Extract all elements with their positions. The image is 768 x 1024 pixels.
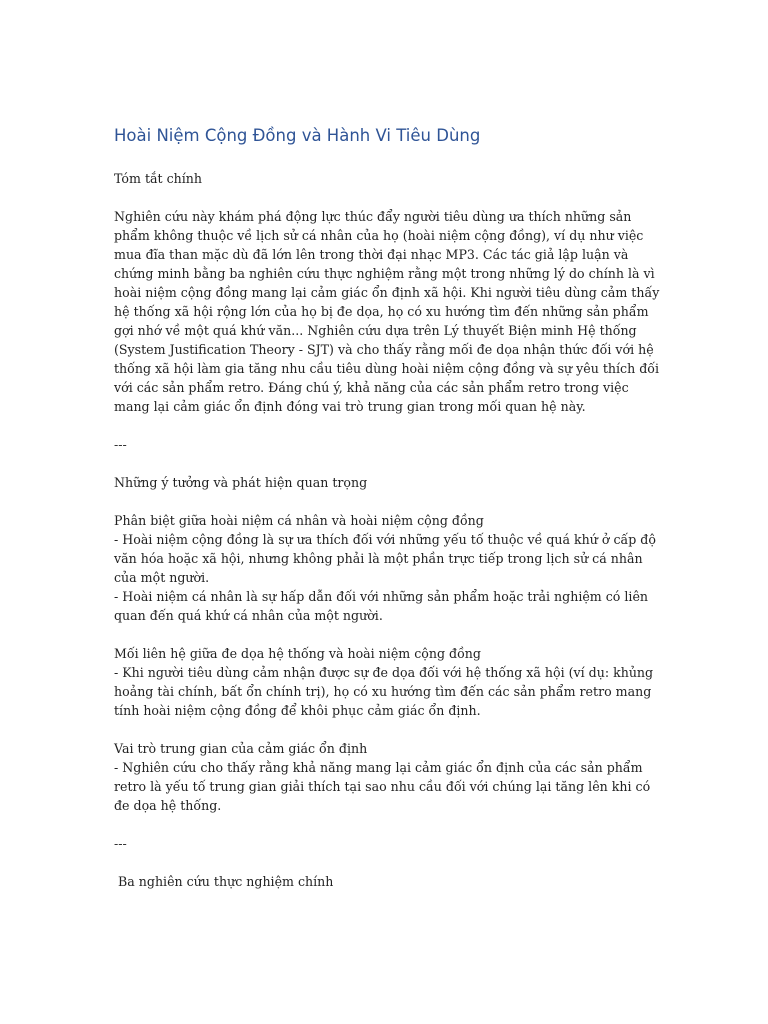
summary-text: Nghiên cứu này khám phá động lực thúc đẩy người tiêu dùng ưa thích những sản phẩm không thuộc về lịch sử cá nhân của họ (hoài niệm cộng đồng), ví dụ như việc mua đĩa than mặc dù đã lớn lên trong thời đại nhạc MP3. Các tác giả lập luận và chứng minh bằng ba nghiên cứu thực nghiệm rằng một trong những lý do chính là vì hoài niệm cộng đồng mang lại cảm giác ổn định xã hội. Khi người tiêu dùng cảm thấy hệ thống xã hội rộng lớn của họ bị đe dọa, họ có xu hướng tìm đến những sản phẩm gợi nhớ về một quá khứ văn... Nghiên cứu dựa trên Lý thuyết Biện minh Hệ thống (System Justification Theory - SJT) và cho thấy rằng mối đe dọa nhận thức đối với hệ thống xã hội làm gia tăng nhu cầu tiêu dùng hoài niệm cộng đồng và sự yêu thích đối với các sản phẩm retro. Đáng chú ý, khả năng của các sản phẩm retro trong việc mang lại cảm giác ổn định đóng vai trò trung gian trong mối quan hệ này. [114,209,664,414]
section-2 [114,644,662,720]
section-3 [114,739,662,815]
section-1-line-1: - Hoài niệm cộng đồng là sự ưa thích đối với những yếu tố thuộc về quá khứ ở cấp độ văn hóa hoặc xã hội, nhưng không phải là một phần trực tiếp trong lịch sử cá nhân của một người. [114,532,656,585]
section-1-heading: Phân biệt giữa hoài niệm cá nhân và hoài niệm cộng đồng [114,513,484,528]
section-3-line-1: - Nghiên cứu cho thấy rằng khả năng mang lại cảm giác ổn định của các sản phẩm retro là yếu tố trung gian giải thích tại sao nhu cầu đối với chúng lại tăng lên khi có đe dọa hệ thống. [114,760,651,813]
section-1 [114,511,662,625]
studies-heading: Ba nghiên cứu thực nghiệm chính [114,874,334,889]
ideas-heading: Những ý tưởng và phát hiện quan trọng [114,475,368,490]
section-3-heading: Vai trò trung gian của cảm giác ổn định [114,741,368,756]
separator-1: --- [114,437,127,452]
section-2-line-1: - Khi người tiêu dùng cảm nhận được sự đe dọa đối với hệ thống xã hội (ví dụ: khủng hoảng tài chính, bất ổn chính trị), họ có xu hướng tìm đến các sản phẩm retro mang tính hoài niệm cộng đồng để khôi phục cảm giác ổn định. [114,665,654,718]
document-body [114,123,662,910]
summary-heading: Tóm tắt chính [114,171,202,186]
section-1-line-2: - Hoài niệm cá nhân là sự hấp dẫn đối với những sản phẩm hoặc trải nghiệm có liên quan đến quá khứ cá nhân của một người. [114,589,649,623]
separator-2: --- [114,836,127,851]
section-2-heading: Mối liên hệ giữa đe dọa hệ thống và hoài niệm cộng đồng [114,646,481,661]
document-title: Hoài Niệm Cộng Đồng và Hành Vi Tiêu Dùng [114,126,481,145]
